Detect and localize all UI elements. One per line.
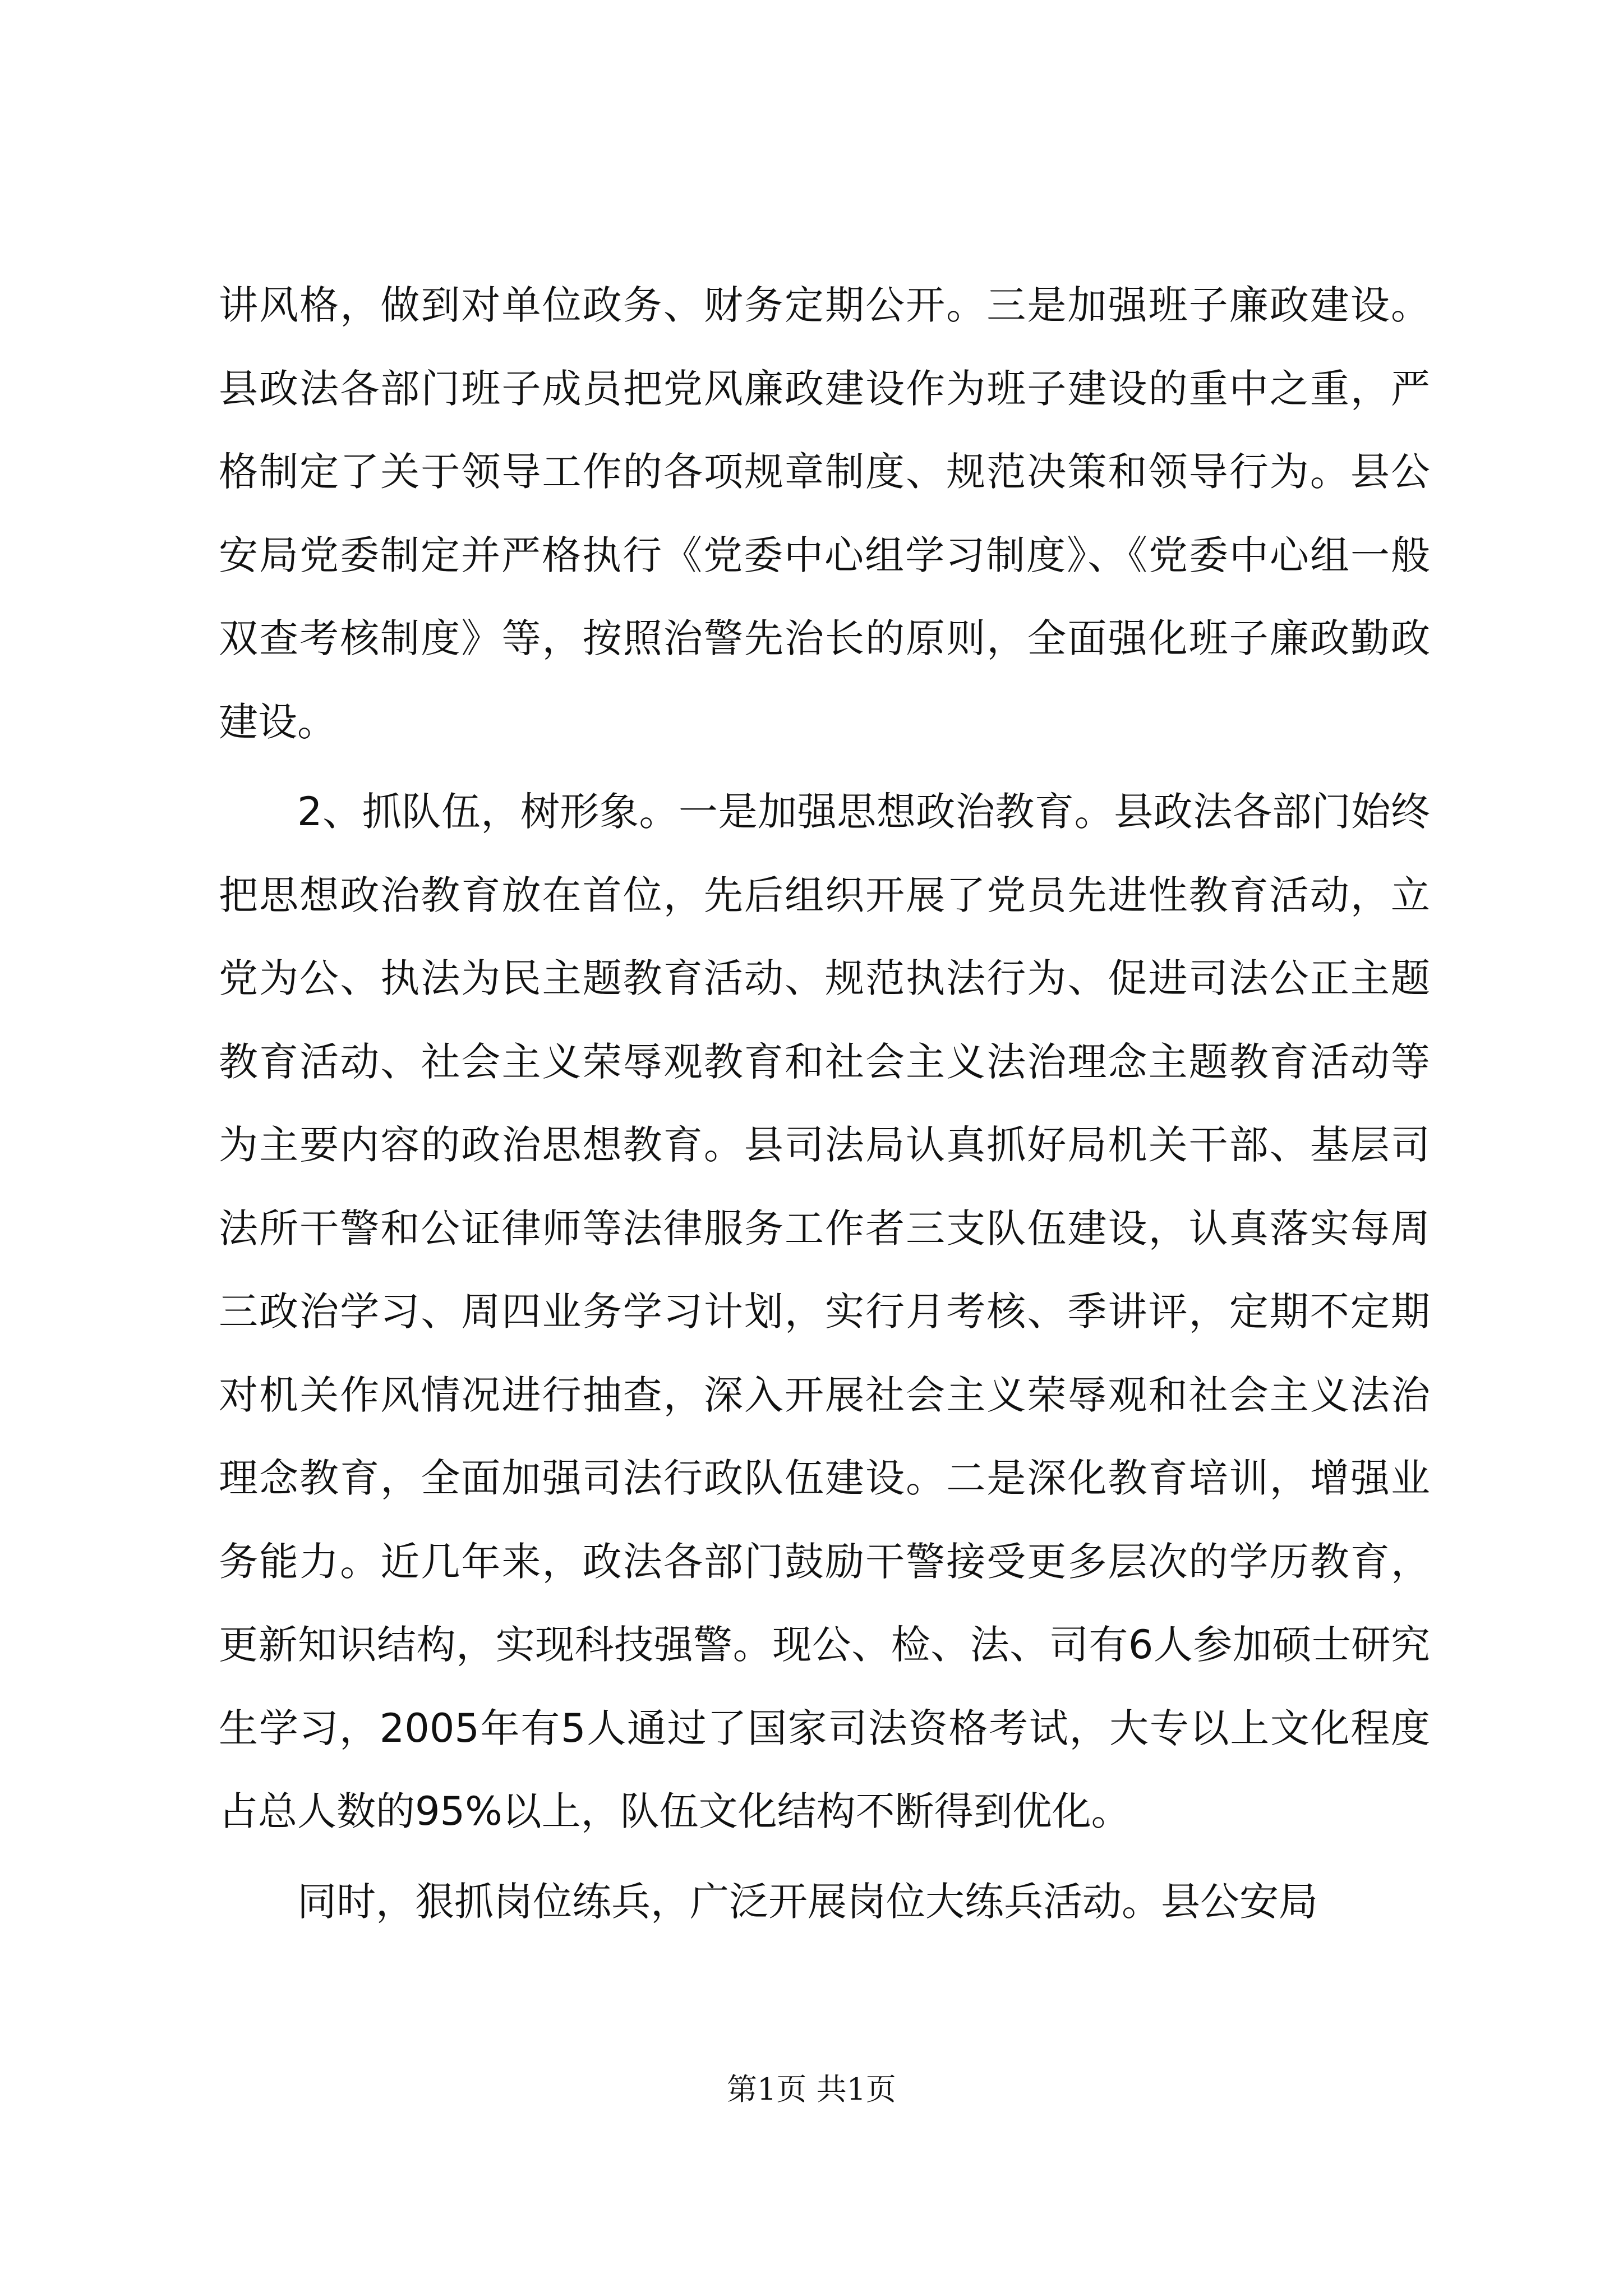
- paragraph-team-building: 2、抓队伍，树形象。一是加强思想政治教育。县政法各部门始终把思想政治教育放在首位，先后组织开展了党员先进性教育活动，立党为公、执法为民主题教育活动、规范执法行为、促进司法公正主题教育活动、社会主义荣辱观教育和社会主义法治理念主题教育活动等为主要内容的政治思想教育。县司法局认真抓好局机关干部、基层司法所干警和公证律师等法律服务工作者三支队伍建设，认真落实每周三政治学习、周四业务学习计划，实行月考核、季讲评，定期不定期对机关作风情况进行抽查，深入开展社会主义荣辱观和社会主义法治理念教育，全面加强司法行政队伍建设。二是深化教育培训，增强业务能力。近几年来，政法各部门鼓励干警接受更多层次的学历教育，更新知识结构，实现科技强警。现公、检、法、司有6人参加硕士研究生学习，2005年有5人通过了国家司法资格考试，大专以上文化程度占总人数的95%以上，队伍文化结构不断得到优化。: [219, 789, 1430, 1834]
- paragraph-job-training: 同时，狠抓岗位练兵，广泛开展岗位大练兵活动。县公安局: [297, 1878, 1318, 1925]
- document-body: [219, 264, 1430, 1943]
- paragraph-continuation: 讲风格，做到对单位政务、财务定期公开。三是加强班子廉政建设。县政法各部门班子成员把党风廉政建设作为班子建设的重中之重，严格制定了关于领导工作的各项规章制度、规范决策和领导行为。县公安局党委制定并严格执行《党委中心组学习制度》、《党委中心组一般双查考核制度》等，按照治警先治长的原则，全面强化班子廉政勤政建设。: [219, 282, 1430, 745]
- page-footer: 第1页 共1页: [727, 2072, 896, 2107]
